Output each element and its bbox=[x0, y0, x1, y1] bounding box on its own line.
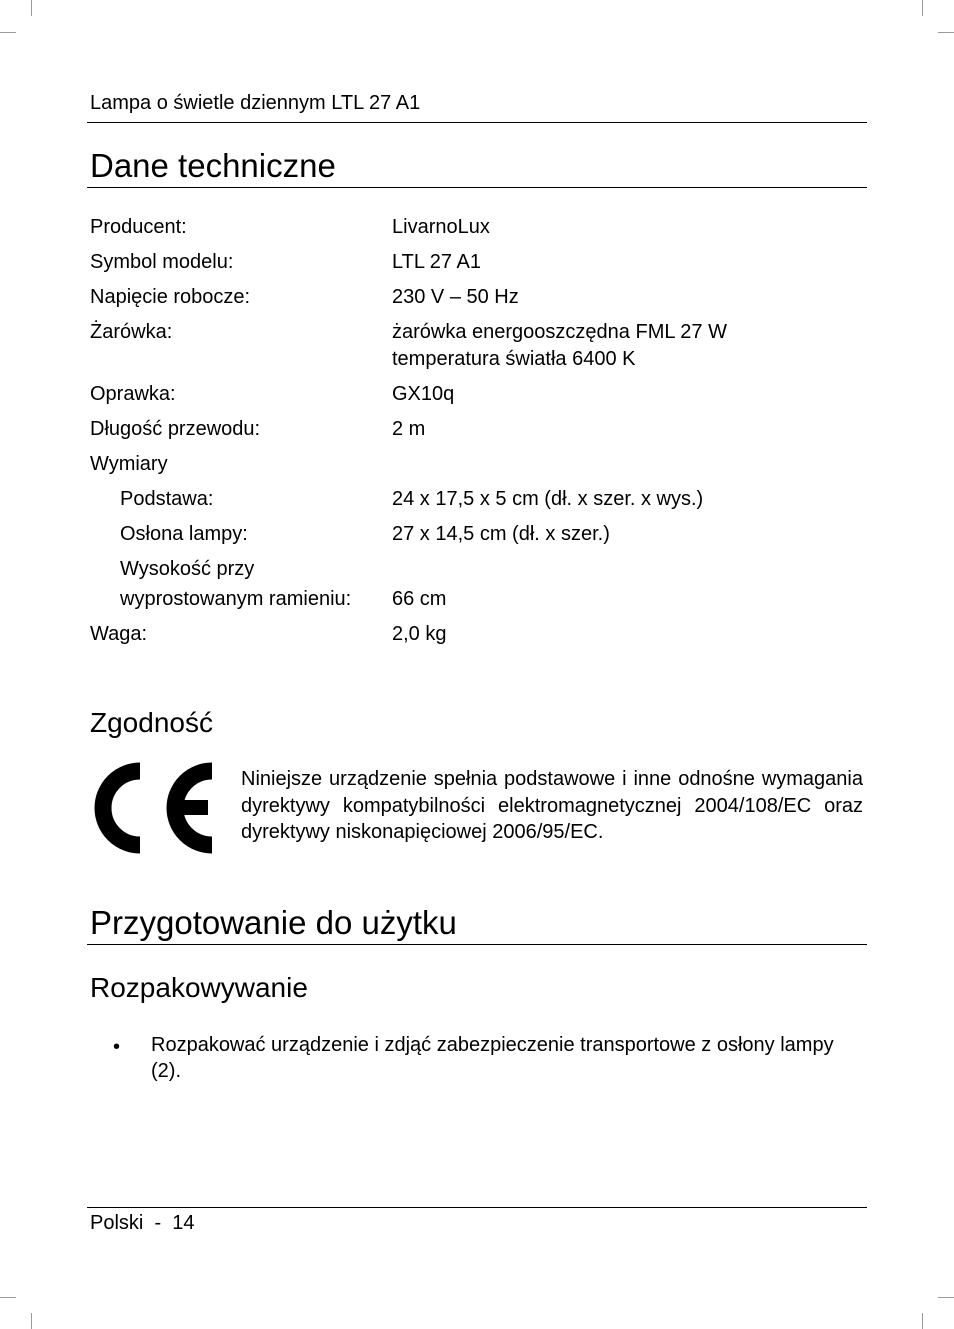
spec-value: GX10q bbox=[392, 383, 455, 405]
bullet-marker: • bbox=[113, 1036, 121, 1058]
spec-value: żarówka energooszczędna FML 27 W bbox=[392, 321, 727, 343]
crop-mark bbox=[0, 1297, 16, 1298]
section-heading-tech: Dane techniczne bbox=[90, 147, 336, 184]
subsection-heading-unpacking: Rozpakowywanie bbox=[90, 972, 308, 1003]
crop-mark bbox=[922, 0, 923, 16]
spec-value: 24 x 17,5 x 5 cm (dł. x szer. x wys.) bbox=[392, 488, 704, 510]
spec-label: Producent: bbox=[90, 216, 187, 238]
spec-label: Długość przewodu: bbox=[90, 418, 261, 440]
spec-value: LTL 27 A1 bbox=[392, 251, 481, 273]
spec-label: Podstawa: bbox=[120, 488, 214, 510]
spec-label: Symbol modelu: bbox=[90, 251, 234, 273]
header-rule bbox=[87, 122, 867, 123]
spec-label: Żarówka: bbox=[90, 321, 173, 343]
spec-value: 66 cm bbox=[392, 588, 447, 610]
crop-mark bbox=[31, 0, 32, 16]
spec-value: 230 V – 50 Hz bbox=[392, 286, 519, 308]
spec-label: Oprawka: bbox=[90, 383, 176, 405]
conformity-text: Niniejsze urządzenie spełnia podstawowe i inne odnośne wymagania dyrektywy kompatybilności elektromagnetycznej 2004/108/EC oraz dyrektywy niskonapięciowej 2006/95/EC. bbox=[241, 768, 863, 843]
heading-rule bbox=[87, 944, 867, 945]
spec-label: Napięcie robocze: bbox=[90, 286, 251, 308]
spec-label: Wysokość przy bbox=[120, 558, 255, 580]
crop-mark bbox=[938, 1297, 954, 1298]
page-footer: Polski - 14 bbox=[90, 1212, 195, 1234]
bullet-item-text: Rozpakować urządzenie i zdjąć zabezpieczenie transportowe z osłony lampy (2). bbox=[151, 1034, 834, 1082]
crop-mark bbox=[0, 32, 16, 33]
heading-rule bbox=[87, 187, 867, 188]
spec-value: 27 x 14,5 cm (dł. x szer.) bbox=[392, 523, 610, 545]
crop-mark bbox=[31, 1313, 32, 1329]
spec-group-label: Wymiary bbox=[90, 453, 168, 475]
spec-value: LivarnoLux bbox=[392, 216, 490, 238]
page-header-title: Lampa o świetle dziennym LTL 27 A1 bbox=[90, 92, 421, 114]
crop-mark bbox=[938, 32, 954, 33]
spec-label-line2: wyprostowanym ramieniu: bbox=[120, 588, 352, 610]
spec-value-line2: temperatura światła 6400 K bbox=[392, 348, 636, 370]
section-heading-prep: Przygotowanie do użytku bbox=[90, 904, 457, 941]
footer-rule bbox=[87, 1207, 867, 1208]
spec-value: 2,0 kg bbox=[392, 623, 447, 645]
spec-label: Waga: bbox=[90, 623, 148, 645]
spec-label: Osłona lampy: bbox=[120, 523, 248, 545]
ce-mark-logo bbox=[94, 762, 218, 854]
section-heading-conformity: Zgodność bbox=[90, 707, 213, 738]
spec-value: 2 m bbox=[392, 418, 426, 440]
crop-mark bbox=[922, 1313, 923, 1329]
